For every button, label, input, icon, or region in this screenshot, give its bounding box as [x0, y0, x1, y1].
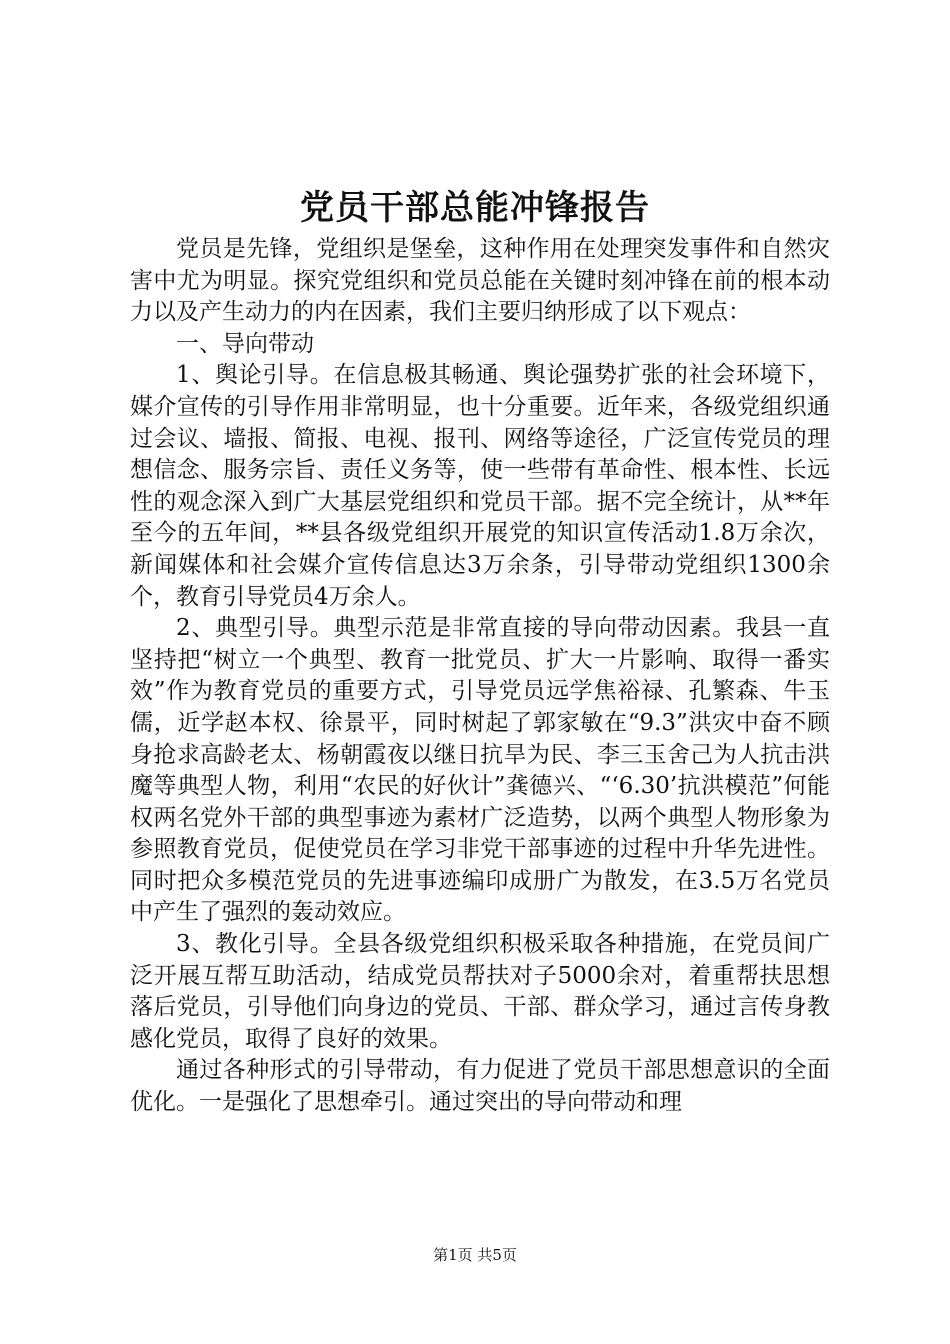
page-number-footer: 第1页 共5页: [433, 1246, 517, 1264]
document-body: [130, 234, 830, 1119]
document-title: 党员干部总能冲锋报告: [300, 188, 650, 228]
paragraph-summary: 通过各种形式的引导带动，有力促进了党员干部思想意识的全面优化。一是强化了思想牵引。通过突出的导向带动和理: [130, 1057, 830, 1116]
paragraph-opinion-guidance: 1、舆论引导。在信息极其畅通、舆论强势扩张的社会环境下，媒介宣传的引导作用非常明显，也十分重要。近年来，各级党组织通过会议、墙报、简报、电视、报刊、网络等途径，广泛宣传党员的理想信念、服务宗旨、责任义务等，使一些带有革命性、根本性、长远性的观念深入到广大基层党组织和党员干部。据不完全统计，从**年至今的五年间，**县各级党组织开展党的知识宣传活动1.8万余次，新闻媒体和社会媒介宣传信息达3万余条，引导带动党组织1300余个，教育引导党员4万余人。: [130, 362, 830, 610]
paragraph-intro: 党员是先锋，党组织是堡垒，这种作用在处理突发事件和自然灾害中尤为明显。探究党组织和党员总能在关键时刻冲锋在前的根本动力以及产生动力的内在因素，我们主要归纳形成了以下观点：: [130, 236, 830, 326]
paragraph-education-guidance: 3、教化引导。全县各级党组织积极采取各种措施，在党员间广泛开展互帮互助活动，结成党员帮扶对子5000余对，着重帮扶思想落后党员，引导他们向身边的党员、干部、群众学习，通过言传身教感化党员，取得了良好的效果。: [130, 931, 830, 1052]
section-heading: 一、导向带动: [176, 330, 314, 357]
paragraph-model-guidance: 2、典型引导。典型示范是非常直接的导向带动因素。我县一直坚持把“树立一个典型、教育一批党员、扩大一片影响、取得一番实效”作为教育党员的重要方式，引导党员远学焦裕禄、孔繁森、牛玉儒，近学赵本权、徐景平，同时树起了郭家敏在“9.3”洪灾中奋不顾身抢求高龄老太、杨朝霞夜以继日抗旱为民、李三玉舍己为人抗击洪魔等典型人物，利用“农民的好伙计”龚德兴、“‘6.30’抗洪模范”何能权两名党外干部的典型事迹为素材广泛造势，以两个典型人物形象为参照教育党员，促使党员在学习非党干部事迹的过程中升华先进性。同时把众多模范党员的先进事迹编印成册广为散发，在3.5万名党员中产生了强烈的轰动效应。: [130, 615, 830, 926]
